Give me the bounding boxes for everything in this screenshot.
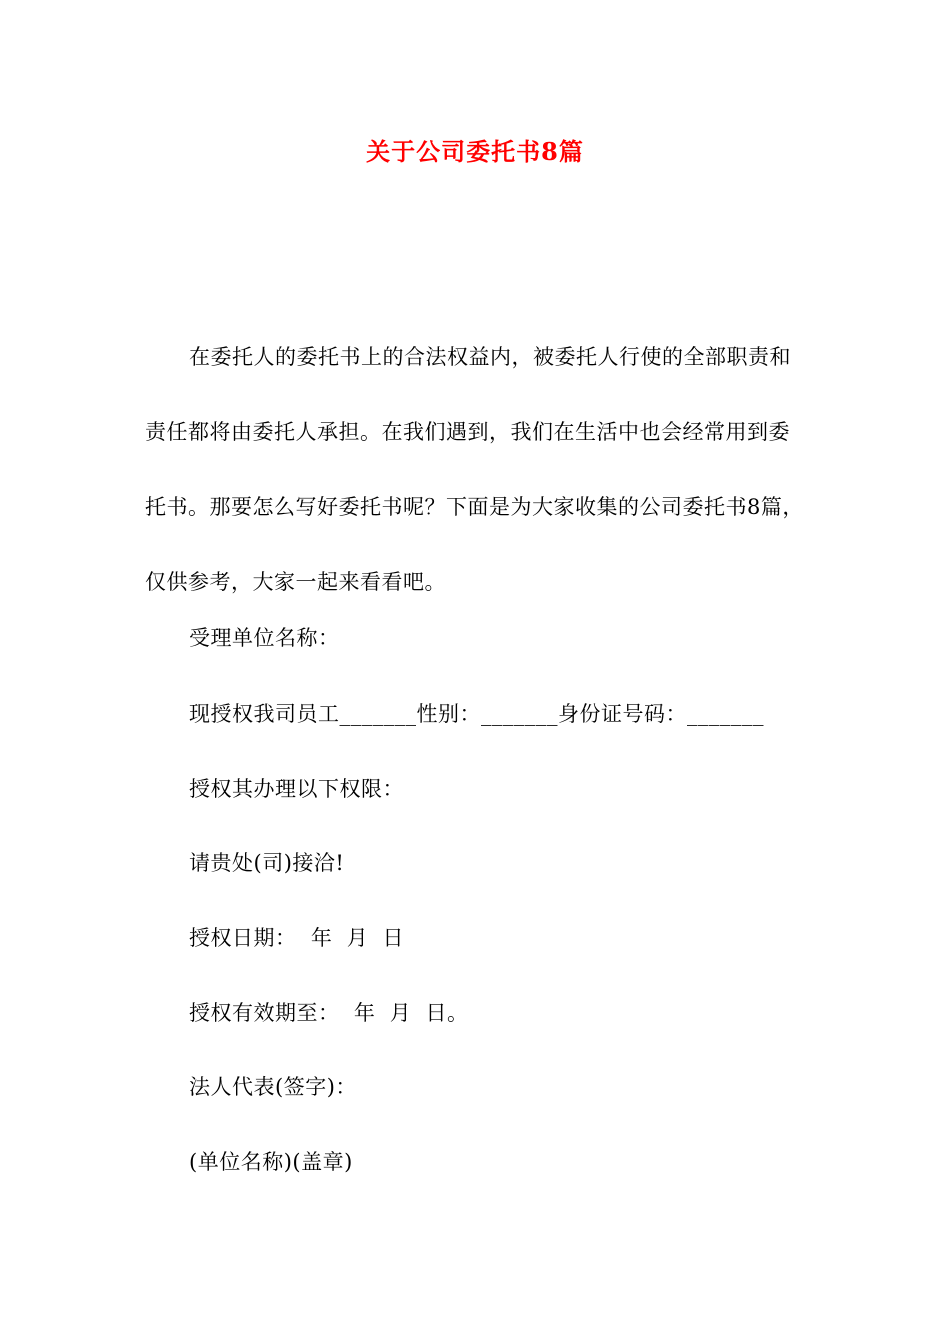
document-title: 关于公司委托书8篇: [366, 137, 584, 166]
field-authorize-scope: 授权其办理以下权限：: [189, 777, 404, 801]
field-employee-line: 现授权我司员工_______性别：_______身份证号码：_______: [189, 702, 764, 726]
field-legal-rep: 法人代表(签字)：: [189, 1075, 357, 1099]
field-unit-name: 受理单位名称：: [189, 626, 340, 650]
intro-paragraph: 在委托人的委托书上的合法权益内，被委托人行使的全部职责和责任都将由委托人承担。在我们遇到，我们在生活中也会经常用到委托书。那要怎么写好委托书呢？下面是为大家收集的公司委托书8篇，仅供参考，大家一起来看看吧。: [145, 345, 804, 594]
field-valid-until: 授权有效期至： 年 月 日。: [189, 1001, 469, 1025]
field-auth-date: 授权日期： 年 月 日: [189, 926, 405, 950]
field-unit-seal: (单位名称)(盖章): [189, 1150, 353, 1174]
field-please-contact: 请贵处(司)接洽!: [189, 851, 345, 875]
